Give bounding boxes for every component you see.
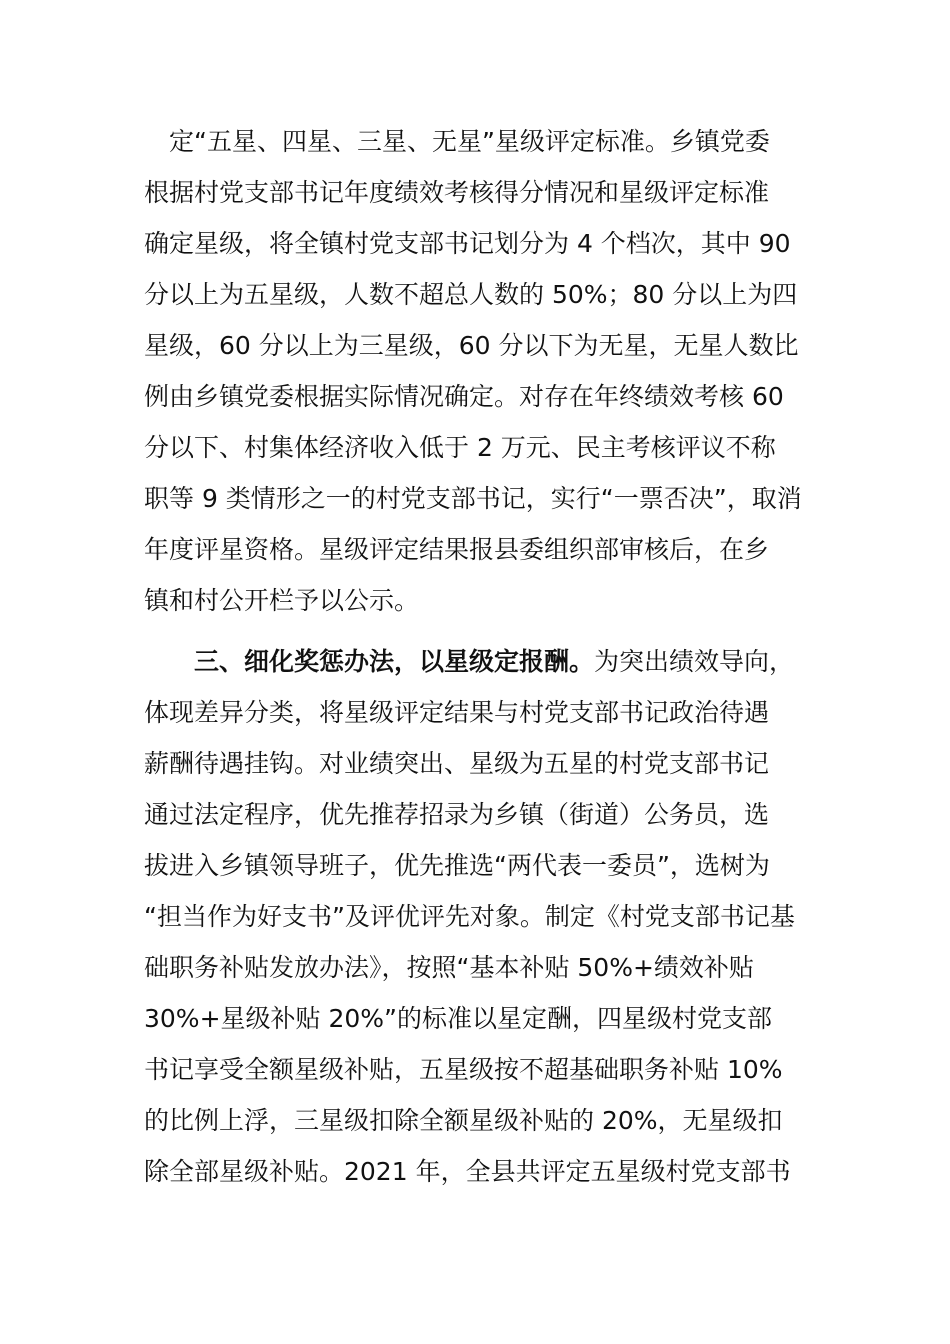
section-heading: 三、细化奖惩办法，以星级定报酬。: [194, 647, 595, 676]
paragraph-line: 30%+星级补贴 20%”的标准以星定酬，四星级村党支部: [144, 1004, 772, 1033]
paragraph-line: 定“五星、四星、三星、无星”星级评定标准。乡镇党委: [144, 127, 770, 156]
paragraph-line: 拔进入乡镇领导班子，优先推选“两代表一委员”，选树为: [144, 851, 770, 880]
paragraph-line: 年度评星资格。星级评定结果报县委组织部审核后，在乡: [144, 535, 770, 564]
paragraph-star-rating-standard: [144, 116, 808, 626]
paragraph-line: 体现差异分类，将星级评定结果与村党支部书记政治待遇: [144, 698, 770, 727]
paragraph-line: 分以下、村集体经济收入低于 2 万元、民主考核评议不称: [144, 433, 776, 462]
paragraph-text: 为突出绩效导向，: [594, 647, 795, 676]
paragraph-line: 础职务补贴发放办法》，按照“基本补贴 50%+绩效补贴: [144, 953, 754, 982]
paragraph-line: 根据村党支部书记年度绩效考核得分情况和星级评定标准: [144, 178, 770, 207]
paragraph-line: 的比例上浮，三星级扣除全额星级补贴的 20%，无星级扣: [144, 1106, 783, 1135]
paragraph-line: 星级，60 分以上为三星级，60 分以下为无星，无星人数比: [144, 331, 799, 360]
paragraph-line: 确定星级，将全镇村党支部书记划分为 4 个档次，其中 90: [144, 229, 791, 258]
paragraph-line: 除全部星级补贴。2021 年，全县共评定五星级村党支部书: [144, 1157, 791, 1186]
paragraph-line: 镇和村公开栏予以公示。: [144, 586, 420, 615]
paragraph-first-line: [144, 636, 808, 687]
paragraph-line: 薪酬待遇挂钩。对业绩突出、星级为五星的村党支部书记: [144, 749, 770, 778]
paragraph-line: “担当作为好支书”及评优评先对象。制定《村党支部书记基: [144, 902, 795, 931]
paragraph-line: 例由乡镇党委根据实际情况确定。对存在年终绩效考核 60: [144, 382, 784, 411]
paragraph-line: 通过法定程序，优先推荐招录为乡镇（街道）公务员，选: [144, 800, 770, 829]
paragraph-line: 职等 9 类情形之一的村党支部书记，实行“一票否决”，取消: [144, 484, 802, 513]
paragraph-rewards-penalties: [144, 636, 808, 1197]
paragraph-line: 书记享受全额星级补贴，五星级按不超基础职务补贴 10%: [144, 1055, 783, 1084]
paragraph-line: 分以上为五星级，人数不超总人数的 50%；80 分以上为四: [144, 280, 798, 309]
